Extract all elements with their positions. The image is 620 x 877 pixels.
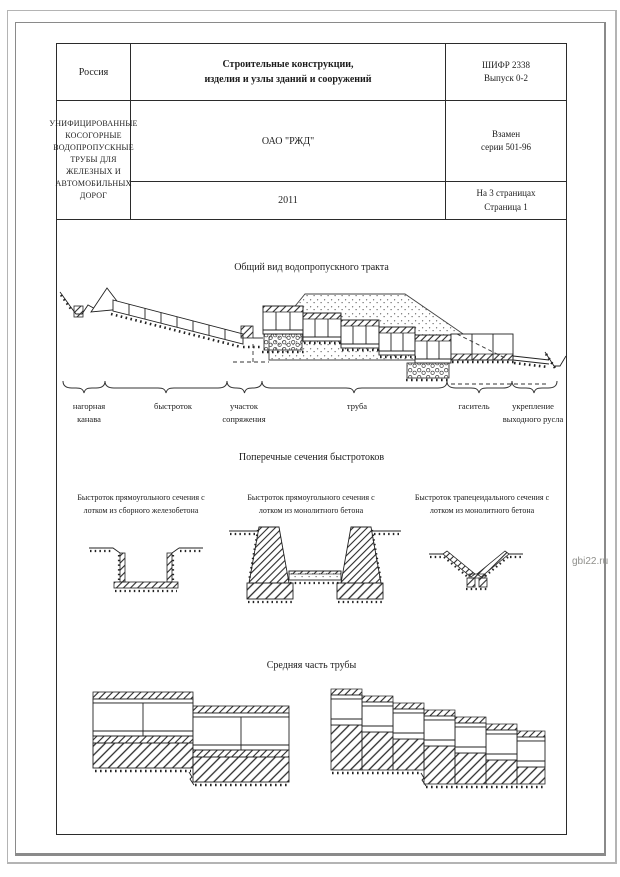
code-cell: ШИФР 2338 Выпуск 0-2 [446,44,566,101]
caption-monolithic-trapezoid: Быстроток трапецеидального сечения с лотком из монолитного бетона [414,493,550,515]
caption-monolithic-rect: Быстроток прямоугольного сечения с лотком из монолитного бетона [247,493,375,515]
drawing-sheet [49,43,567,835]
organization-cell: ОАО "РЖД" [131,101,446,182]
label-pipe: труба [346,401,368,411]
figure3-title: Средняя часть трубы [266,660,357,671]
label-transition: участок сопряжения [222,401,266,425]
energy-dissipator [451,334,547,384]
label-chute: быстроток [154,401,192,411]
upland-ditch [60,292,99,317]
general-view-drawing [57,284,566,396]
pipe-seven-segments-drawing [329,686,547,794]
watermark: gbi22.ru [572,556,609,567]
outlet-strengthening [513,352,566,368]
category-cell: Строительные конструкции, изделия и узлы зданий и сооружений [131,44,446,101]
label-upland-ditch: нагорная канава [72,401,106,425]
series-title-cell: УНИФИЦИРОВАННЫЕ КОСОГОРНЫЕ ВОДОПРОПУСКНЫЕ ТРУБЫ ДЛЯ ЖЕЛЕЗНЫХ И АВТОМОБИЛЬНЫХ ДОРОГ [57,101,131,220]
country-cell [57,44,131,101]
label-outlet: укрепление выходного русла [502,401,564,425]
section-monolithic-rect-drawing [227,523,403,616]
pagination-cell: На 3 страницах Страница 1 [446,182,566,220]
country-label: Россия [78,66,109,78]
figure2-title: Поперечные сечения быстротоков [238,452,385,463]
replaces-cell: Взамен серии 501-96 [446,101,566,182]
pipe-segment-1 [93,692,193,771]
pipe-two-segments-drawing [91,689,291,794]
title-block [49,44,566,220]
chute [111,300,243,347]
label-dissipator: гаситель [458,401,490,411]
section-trapezoid-drawing [427,544,525,596]
span-braces [63,381,557,393]
section-precast-rect-drawing [87,536,205,598]
pipe-segment-2 [193,706,289,785]
caption-precast-rect: Быстроток прямоугольного сечения с лотком из сборного железобетона [77,493,205,515]
year-cell: 2011 [131,182,446,220]
figure1-title: Общий вид водопропускного тракта [234,262,389,273]
